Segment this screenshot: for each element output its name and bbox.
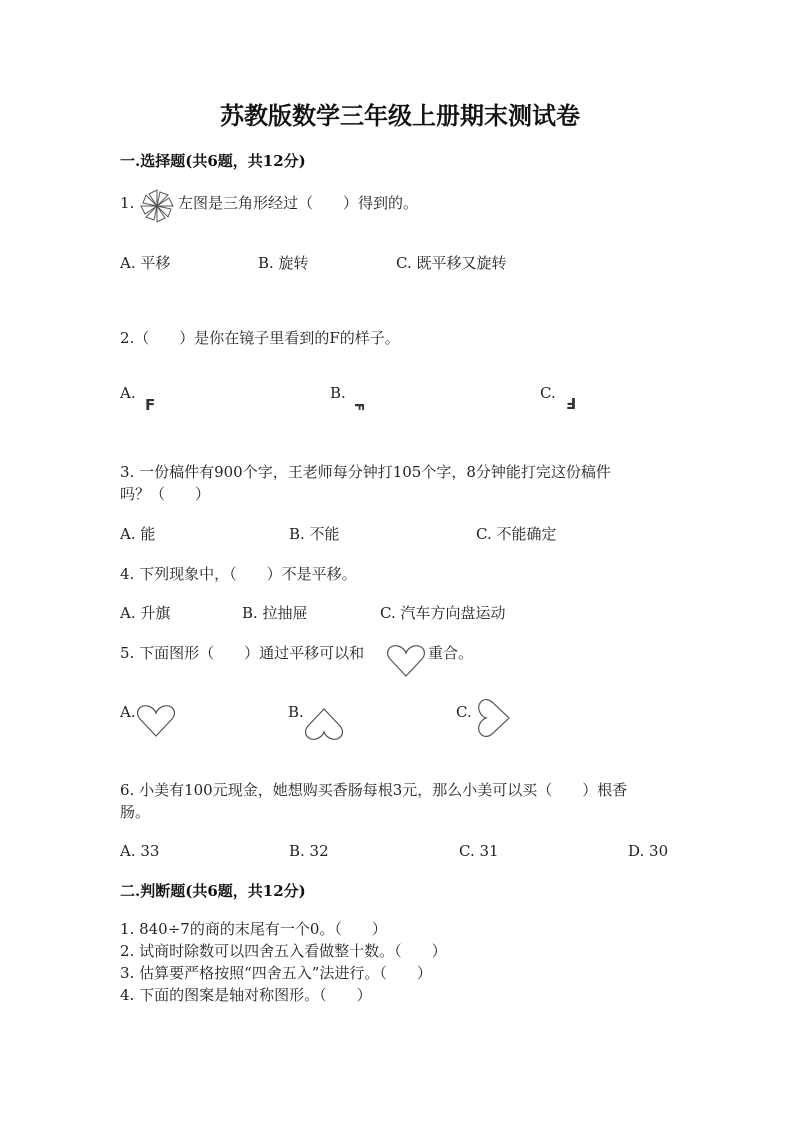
page-title: 苏教版数学三年级上册期末测试卷: [220, 101, 580, 130]
question-2-option-a[interactable]: A.: [120, 384, 136, 402]
f-glyph-rotated: F: [351, 402, 367, 412]
question-6-option-d[interactable]: D. 30: [628, 842, 669, 860]
question-5-text-before: 5. 下面图形（ ）通过平移可以和: [120, 644, 365, 662]
question-6-option-a[interactable]: A. 33: [120, 842, 160, 860]
question-5-text-after: 重合。: [428, 644, 474, 662]
heart-upright-icon: [136, 704, 176, 738]
question-4-option-b[interactable]: B. 拉抽屉: [242, 604, 308, 622]
question-2-option-b[interactable]: B.: [330, 384, 346, 402]
question-6-option-c[interactable]: C. 31: [459, 842, 499, 860]
judgment-item-2: 2. 试商时除数可以四舍五入看做整十数。（ ）: [120, 942, 447, 960]
question-5-option-b[interactable]: B.: [288, 703, 304, 721]
question-6-line-2: 肠。: [120, 803, 151, 821]
question-1-text: 左图是三角形经过（ ）得到的。: [178, 194, 419, 212]
question-1-number: 1.: [120, 194, 135, 212]
question-2-option-c[interactable]: C.: [540, 384, 556, 402]
question-3-line-2: 吗？（ ）: [120, 485, 211, 503]
question-2-text: 2.（ ）是你在镜子里看到的F的样子。: [120, 329, 400, 347]
question-4-option-a[interactable]: A. 升旗: [120, 604, 171, 622]
heart-rotated-icon: [472, 698, 512, 738]
question-3-line-1: 3. 一份稿件有900个字，王老师每分钟打105个字，8分钟能打完这份稿件: [120, 463, 611, 481]
question-6-line-1: 6. 小美有100元现金，她想购买香肠每根3元，那么小美可以买（ ）根香: [120, 781, 628, 799]
question-1-option-a[interactable]: A. 平移: [120, 254, 171, 272]
f-glyph-mirrored: F: [566, 394, 577, 412]
question-3-option-c[interactable]: C. 不能确定: [476, 525, 557, 543]
question-4-text: 4. 下列现象中，（ ）不是平移。: [120, 565, 357, 583]
section-2-heading: 二.判断题(共6题，共12分): [120, 882, 306, 900]
target-heart-figure: [386, 644, 426, 678]
question-5-option-c[interactable]: C.: [456, 703, 472, 721]
pinwheel-figure: [139, 188, 175, 224]
f-glyph-upright: F: [145, 396, 156, 414]
question-3-option-b[interactable]: B. 不能: [289, 525, 340, 543]
question-5-option-a[interactable]: A.: [120, 703, 136, 721]
judgment-item-1: 1. 840÷7的商的末尾有一个0。（ ）: [120, 920, 387, 938]
question-3-option-a[interactable]: A. 能: [120, 525, 156, 543]
judgment-item-3: 3. 估算要严格按照“四舍五入”法进行。（ ）: [120, 964, 432, 982]
question-1-option-c[interactable]: C. 既平移又旋转: [396, 254, 507, 272]
section-1-heading: 一.选择题(共6题，共12分): [120, 152, 306, 170]
heart-inverted-icon: [304, 707, 344, 741]
judgment-item-4: 4. 下面的图案是轴对称图形。（ ）: [120, 986, 372, 1004]
question-1-option-b[interactable]: B. 旋转: [258, 254, 309, 272]
question-6-option-b[interactable]: B. 32: [289, 842, 329, 860]
question-4-option-c[interactable]: C. 汽车方向盘运动: [380, 604, 506, 622]
